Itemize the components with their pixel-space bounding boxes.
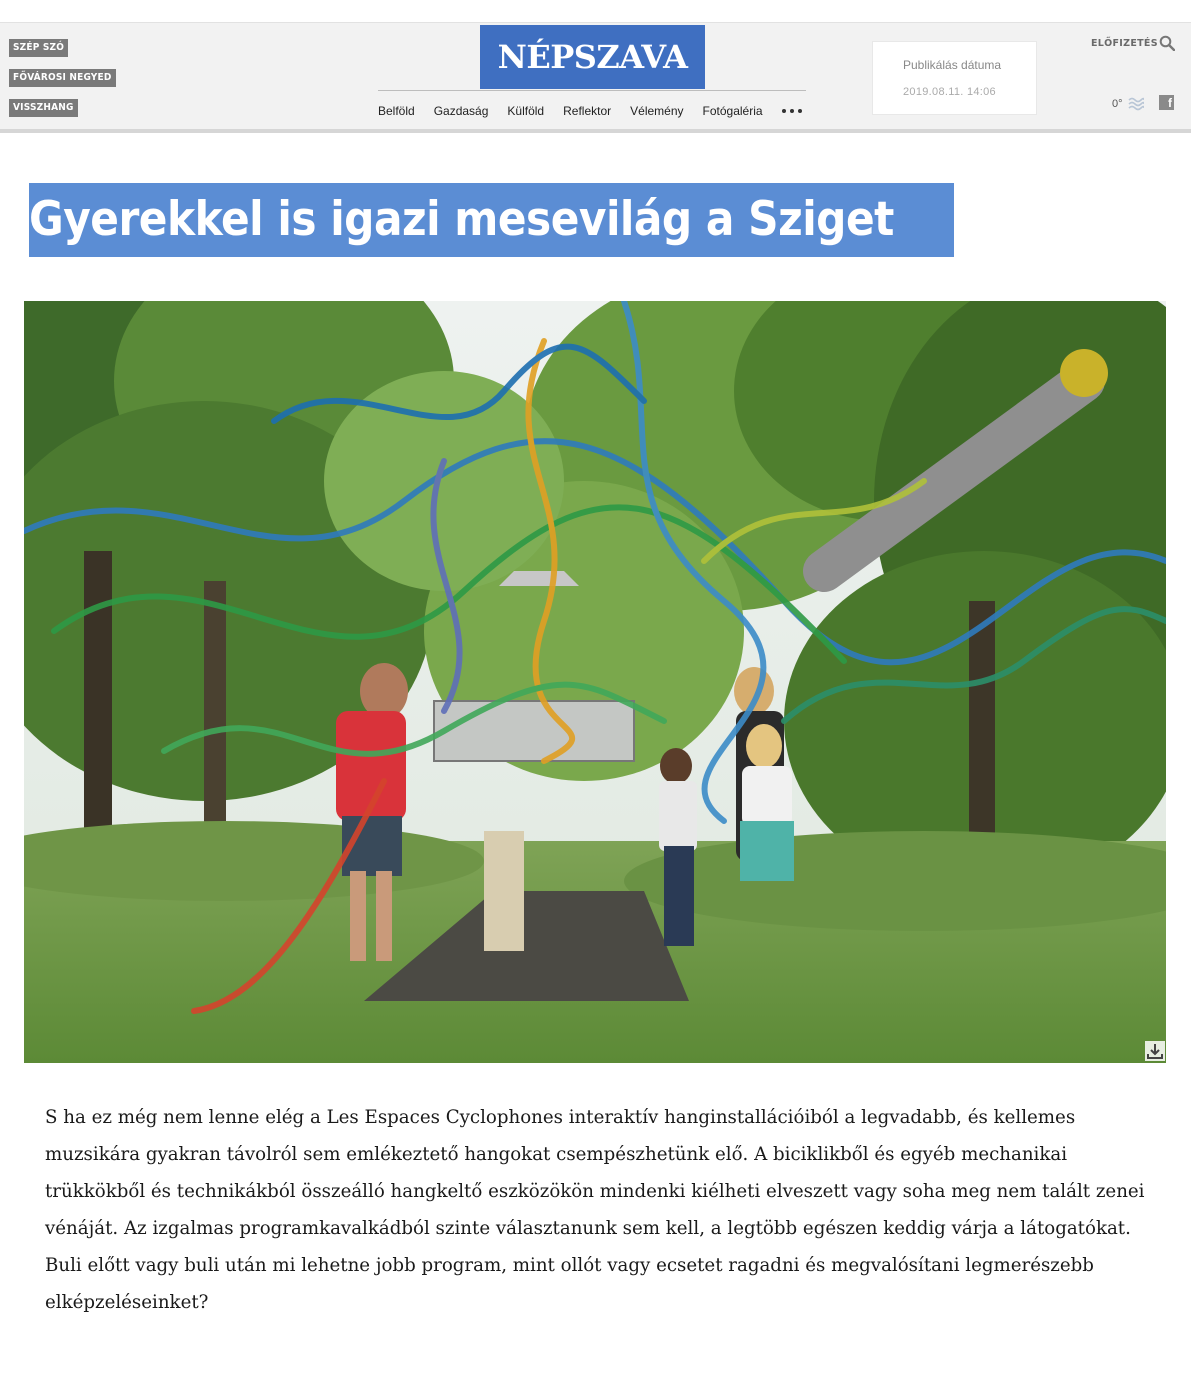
nav-divider	[378, 90, 806, 91]
subscribe-link[interactable]: ELŐFIZETÉS	[1091, 38, 1158, 49]
site-logo[interactable]: NÉPSZAVA	[480, 25, 705, 89]
publish-date-box	[872, 41, 1037, 115]
article-title: Gyerekkel is igazi mesevilág a Sziget	[29, 183, 954, 257]
publish-date-value: 2019.08.11. 14:06	[903, 86, 996, 98]
site-header	[0, 22, 1191, 133]
tag-szep-szo[interactable]: SZÉP SZÓ	[9, 39, 68, 57]
more-dots-icon[interactable]	[782, 109, 802, 113]
nav-item-velemeny[interactable]: Vélemény	[630, 104, 684, 118]
nav-item-gazdasag[interactable]: Gazdaság	[433, 104, 489, 118]
facebook-icon[interactable]: f	[1159, 95, 1174, 110]
main-nav	[378, 101, 802, 121]
search-icon[interactable]	[1159, 35, 1175, 51]
photo-illustration	[24, 301, 1166, 1063]
temperature-value: 0°	[1112, 98, 1123, 110]
nav-item-fotogaleria[interactable]: Fotógaléria	[702, 104, 763, 118]
tag-fovarosi-negyed[interactable]: FŐVÁROSI NEGYED	[9, 69, 116, 87]
nav-item-kulfold[interactable]: Külföld	[507, 104, 545, 118]
tag-visszhang[interactable]: VISSZHANG	[9, 99, 78, 117]
nav-item-reflektor[interactable]: Reflektor	[563, 104, 612, 118]
article-paragraph: S ha ez még nem lenne elég a Les Espaces Cyclophones interaktív hanginstallációiból a legvadabb, és kellemes muzsikára gyakran távolról sem emlékeztető hangokat csempészhetünk elő. A biciklikből és egyéb mechanikai trükkökből és technikákból összeálló hangkeltő eszközökön mindenki kiélheti elveszett vagy soha meg nem talált zenei vénáját. Az izgalmas programkavalkádból szinte választanunk sem kell, a legtöbb egészen keddig várja a látogatókat. Buli előtt vagy buli után mi lehetne jobb program, mint ollót vagy ecsetet ragadni és megvalósítani legmerészebb elképzeléseinket?	[45, 1107, 1145, 1313]
publish-date-label: Publikálás dátuma	[903, 58, 1002, 72]
nav-item-belfold[interactable]: Belföld	[378, 104, 415, 118]
download-icon[interactable]	[1145, 1041, 1165, 1061]
wave-icon	[1128, 97, 1144, 111]
article-photo	[24, 301, 1166, 1063]
